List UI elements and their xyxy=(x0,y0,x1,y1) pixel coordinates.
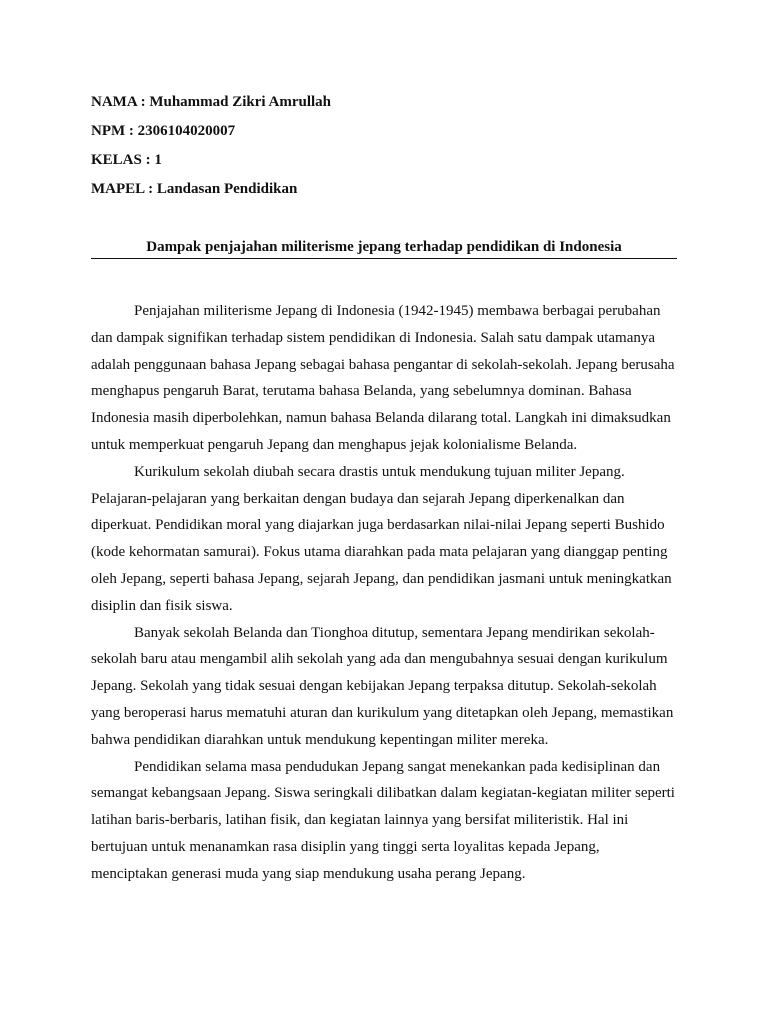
paragraph-4: Pendidikan selama masa pendudukan Jepang sangat menekankan pada kedisiplinan dan semangat kebangsaan Jepang. Siswa seringkali dilibatkan dalam kegiatan-kegiatan militer seperti latihan baris-berbaris, latihan fisik, dan kegiatan lainnya yang bersifat militeristik. Hal ini bertujuan untuk menanamkan rasa disiplin yang tinggi serta loyalitas kepada Jepang, menciptakan generasi muda yang siap mendukung usaha perang Jepang. xyxy=(91,758,675,882)
student-name: NAMA : Muhammad Zikri Amrullah xyxy=(91,94,332,110)
paragraph-2: Kurikulum sekolah diubah secara drastis untuk mendukung tujuan militer Jepang. Pelajaran-pelajaran yang berkaitan dengan budaya dan sejarah Jepang diperkenalkan dan diperkuat. Pendidikan moral yang diajarkan juga berdasarkan nilai-nilai Jepang seperti Bushido (kode kehormatan samurai). Fokus utama diarahkan pada mata pelajaran yang dianggap penting oleh Jepang, seperti bahasa Jepang, sejarah Jepang, dan pendidikan jasmani untuk meningkatkan disiplin dan fisik siswa. xyxy=(91,463,672,614)
student-info xyxy=(91,93,651,209)
subject: MAPEL : Landasan Pendidikan xyxy=(91,181,298,197)
document-title: Dampak penjajahan militerisme jepang terhadap pendidikan di Indonesia xyxy=(91,238,677,259)
document-body xyxy=(91,298,677,888)
student-class: KELAS : 1 xyxy=(91,152,162,168)
paragraph-3: Banyak sekolah Belanda dan Tionghoa ditutup, sementara Jepang mendirikan sekolah-sekolah baru atau mengambil alih sekolah yang ada dan mengubahnya sesuai dengan kurikulum Jepang. Sekolah yang tidak sesuai dengan kebijakan Jepang terpaksa ditutup. Sekolah-sekolah yang beroperasi harus mematuhi aturan dan kurikulum yang ditetapkan oleh Jepang, memastikan bahwa pendidikan diarahkan untuk mendukung kepentingan militer mereka. xyxy=(91,624,674,748)
paragraph-1: Penjajahan militerisme Jepang di Indonesia (1942-1945) membawa berbagai perubahan dan dampak signifikan terhadap sistem pendidikan di Indonesia. Salah satu dampak utamanya adalah penggunaan bahasa Jepang sebagai bahasa pengantar di sekolah-sekolah. Jepang berusaha menghapus pengaruh Barat, terutama bahasa Belanda, yang sebelumnya dominan. Bahasa Indonesia masih diperbolehkan, namun bahasa Belanda dilarang total. Langkah ini dimaksudkan untuk memperkuat pengaruh Jepang dan menghapus jejak kolonialisme Belanda. xyxy=(91,303,675,453)
student-npm: NPM : 2306104020007 xyxy=(91,123,236,139)
